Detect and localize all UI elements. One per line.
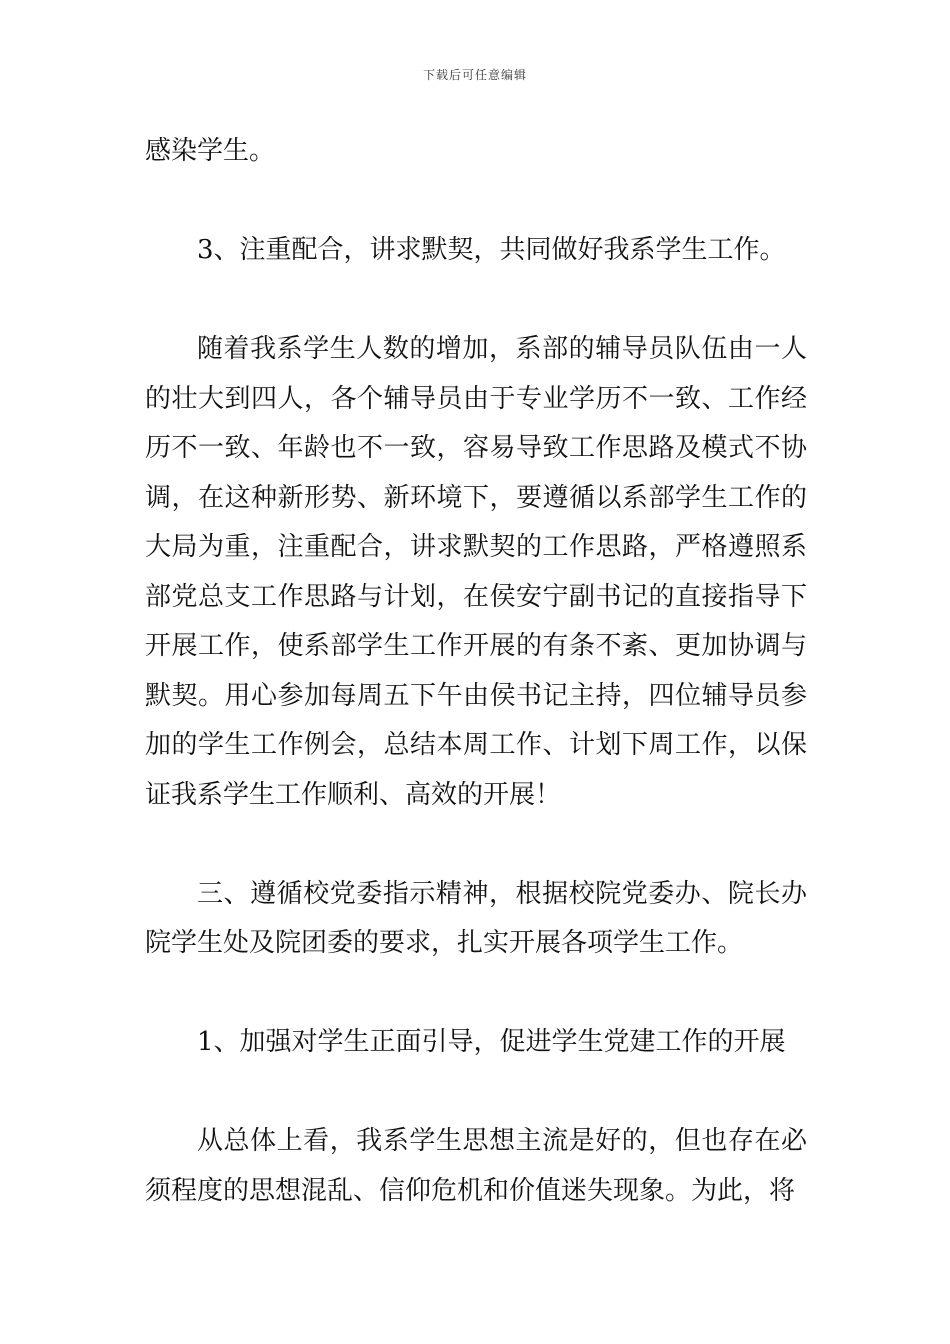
document-body bbox=[145, 127, 807, 1216]
section-heading-1: 1、加强对学生正面引导，促进学生党建工作的开展 bbox=[197, 1027, 786, 1057]
paragraph-student-thought: 从总体上看，我系学生思想主流是好的，但也存在必须程度的思想混乱、信仰危机和价值迷失现象。为此，将 bbox=[145, 1126, 807, 1206]
paragraph-counselor-team: 随着我系学生人数的增加，系部的辅导员队伍由一人的壮大到四人，各个辅导员由于专业学历不一致、工作经历不一致、年龄也不一致，容易导致工作思路及模式不协调，在这种新形势、新环境下，要遵循以系部学生工作的大局为重，注重配合，讲求默契的工作思路，严格遵照系部党总支工作思路与计划，在侯安宁副书记的直接指导下开展工作，使系部学生工作开展的有条不紊、更加协调与默契。用心参加每周五下午由侯书记主持，四位辅导员参加的学生工作例会，总结本周工作、计划下周工作，以保证我系学生工作顺利、高效的开展！ bbox=[145, 334, 807, 810]
page-header: 下载后可任意编辑 bbox=[422, 68, 527, 82]
paragraph-continuation: 感染学生。 bbox=[145, 136, 276, 166]
section-heading-3: 3、注重配合，讲求默契，共同做好我系学生工作。 bbox=[197, 235, 786, 265]
section-heading-three: 三、遵循校党委指示精神，根据校院党委办、院长办院学生处及院团委的要求，扎实开展各项学生工作。 bbox=[145, 878, 807, 958]
